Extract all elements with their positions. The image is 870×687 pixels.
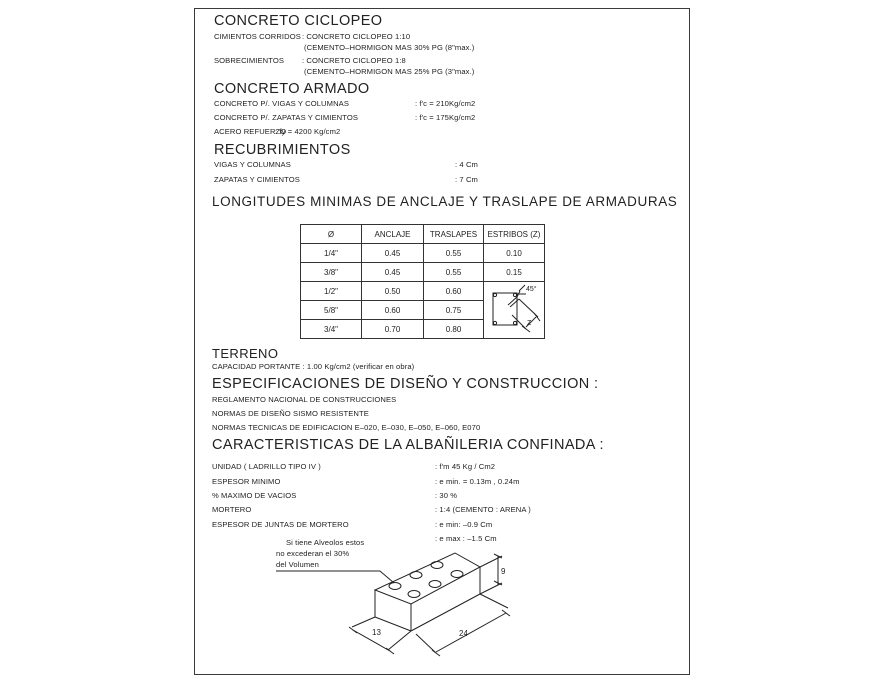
spec-line: NORMAS TECNICAS DE EDIFICACION E–020, E–030, E–050, E–060, E070 xyxy=(212,423,481,432)
spec-value: : f'c = 210Kg/cm2 xyxy=(415,99,476,108)
spec-value: : f'm 45 Kg / Cm2 xyxy=(435,462,496,471)
spec-label: ACERO REFUERZO xyxy=(214,127,287,136)
dim-length-label: 24 xyxy=(459,629,468,638)
spec-label: MORTERO xyxy=(212,505,252,514)
header-estribos: ESTRIBOS (Z) xyxy=(484,225,545,244)
section-title-terreno: TERRENO xyxy=(212,346,279,361)
header-anclaje: ANCLAJE xyxy=(362,225,424,244)
cell-traslapes: 0.55 xyxy=(424,263,484,282)
header-diameter: Ø xyxy=(301,225,362,244)
spec-value: : 30 % xyxy=(435,491,458,500)
cell-traslapes: 0.75 xyxy=(424,301,484,320)
spec-value: : f'c = 175Kg/cm2 xyxy=(415,113,476,122)
spec-label: SOBRECIMIENTOS xyxy=(214,56,285,65)
angle-label: 45° xyxy=(526,286,537,293)
spec-label: % MAXIMO DE VACIOS xyxy=(212,491,297,500)
brick-note-line: no excederan el 30% xyxy=(276,549,350,558)
spec-label: ZAPATAS Y CIMIENTOS xyxy=(214,175,300,184)
cell-traslapes: 0.80 xyxy=(424,320,484,339)
spec-label: CIMIENTOS CORRIDOS xyxy=(214,32,301,41)
spec-label: VIGAS Y COLUMNAS xyxy=(214,160,291,169)
spec-value: : 1:4 (CEMENTO : ARENA ) xyxy=(435,505,531,514)
cell-diameter: 3/4" xyxy=(301,320,362,339)
cell-traslapes: 0.60 xyxy=(424,282,484,301)
spec-value: : 7 Cm xyxy=(455,175,478,184)
cell-traslapes: 0.55 xyxy=(424,244,484,263)
brick-note-line: Si tiene Alveolos estos xyxy=(286,538,365,547)
dim-height-label: 9 xyxy=(501,567,506,576)
cell-estribos: 0.10 xyxy=(484,244,545,263)
section-title-longitudes: LONGITUDES MINIMAS DE ANCLAJE Y TRASLAPE DE ARMADURAS xyxy=(212,194,678,209)
cell-anclaje: 0.70 xyxy=(362,320,424,339)
brick-note-line: del Volumen xyxy=(276,560,319,569)
spec-value: : CONCRETO CICLOPEO 1:8 xyxy=(302,56,406,65)
terreno-line: CAPACIDAD PORTANTE : 1.00 Kg/cm2 (verificar en obra) xyxy=(212,362,415,371)
cell-anclaje: 0.45 xyxy=(362,244,424,263)
spec-value: : e max : –1.5 Cm xyxy=(435,534,497,543)
spec-value: : fy = 4200 Kg/cm2 xyxy=(275,127,341,136)
z-label: Z xyxy=(527,320,532,327)
cell-anclaje: 0.60 xyxy=(362,301,424,320)
spec-line: NORMAS DE DISEÑO SISMO RESISTENTE xyxy=(212,409,369,418)
cell-diameter: 1/4" xyxy=(301,244,362,263)
spec-value: : 4 Cm xyxy=(455,160,478,169)
spec-value: : CONCRETO CICLOPEO 1:10 xyxy=(302,32,411,41)
section-title-recubrimientos: RECUBRIMIENTOS xyxy=(214,142,351,158)
spec-value: : e min. = 0.13m , 0.24m xyxy=(435,477,520,486)
spec-label: UNIDAD ( LADRILLO TIPO IV ) xyxy=(212,462,321,471)
header-traslapes: TRASLAPES xyxy=(424,225,484,244)
spec-note: (CEMENTO–HORMIGON MAS 30% PG (8"max.) xyxy=(304,43,475,52)
spec-label: ESPESOR DE JUNTAS DE MORTERO xyxy=(212,520,349,529)
cell-diameter: 3/8" xyxy=(301,263,362,282)
section-title-albanileria: CARACTERISTICAS DE LA ALBAÑILERIA CONFINADA : xyxy=(212,437,604,453)
spec-label: ESPESOR MINIMO xyxy=(212,477,281,486)
cell-anclaje: 0.45 xyxy=(362,263,424,282)
section-title-concreto-ciclopeo: CONCRETO CICLOPEO xyxy=(214,13,383,29)
spec-value: : e min: –0.9 Cm xyxy=(435,520,493,529)
spec-line: REGLAMENTO NACIONAL DE CONSTRUCCIONES xyxy=(212,395,397,404)
cell-anclaje: 0.50 xyxy=(362,282,424,301)
cell-estribos: 0.15 xyxy=(484,263,545,282)
spec-label: CONCRETO P/. ZAPATAS Y CIMIENTOS xyxy=(214,113,358,122)
section-title-especificaciones: ESPECIFICACIONES DE DISEÑO Y CONSTRUCCION : xyxy=(212,376,599,392)
spec-label: CONCRETO P/. VIGAS Y COLUMNAS xyxy=(214,99,349,108)
cell-diameter: 1/2" xyxy=(301,282,362,301)
section-title-concreto-armado: CONCRETO ARMADO xyxy=(214,81,370,97)
dim-width-label: 13 xyxy=(372,628,381,637)
cell-diameter: 5/8" xyxy=(301,301,362,320)
spec-note: (CEMENTO–HORMIGON MAS 25% PG (3"max.) xyxy=(304,67,475,76)
